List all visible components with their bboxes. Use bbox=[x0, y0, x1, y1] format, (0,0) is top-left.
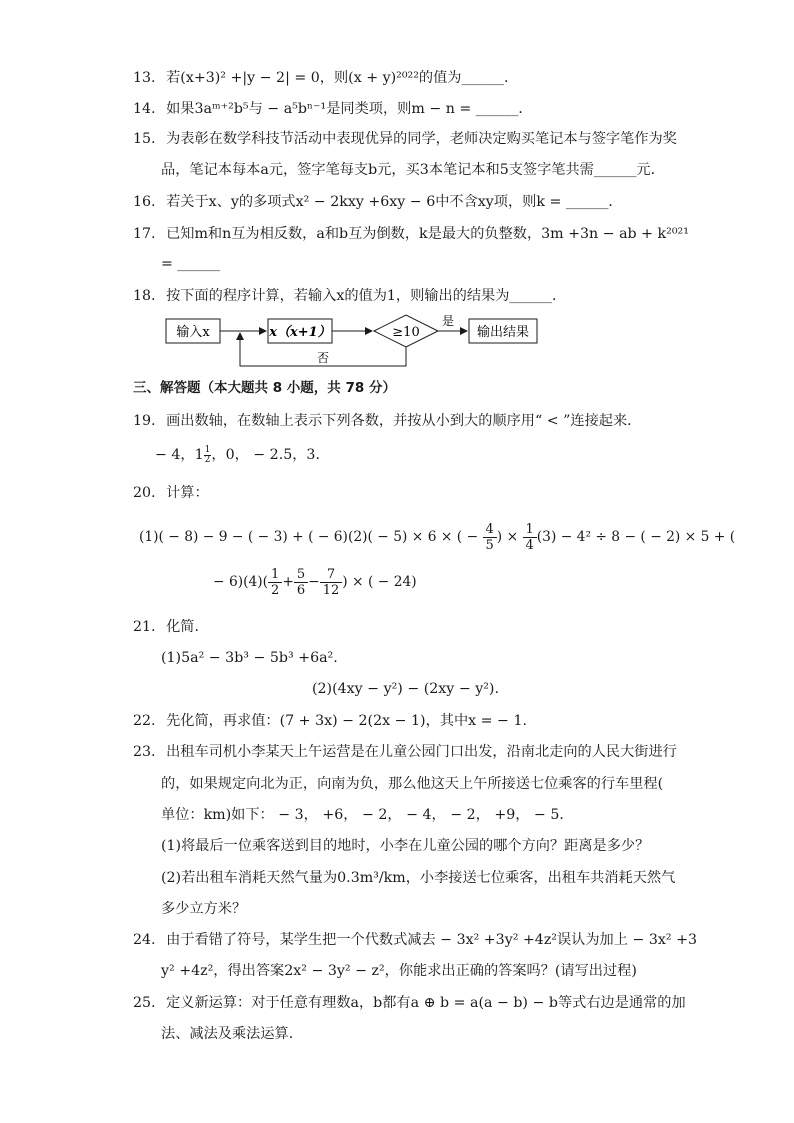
section-heading: 三、解答题（本大题共 8 小题，共 78 分） bbox=[133, 380, 396, 396]
question-25 bbox=[133, 993, 686, 1013]
question-text: 先化简，再求值：(7 + 3x) − 2(2x − 1)，其中x = − 1. bbox=[166, 713, 527, 729]
question-number: 22. bbox=[133, 713, 156, 729]
operator: − bbox=[308, 574, 320, 590]
input-box-label: 输入x bbox=[176, 325, 210, 340]
question-text: 按下面的程序计算，若输入x的值为1，则输出的结果为______． bbox=[166, 288, 567, 304]
question-14 bbox=[133, 99, 533, 119]
question-17 bbox=[133, 224, 689, 244]
no-label: 否 bbox=[316, 351, 330, 365]
question-20-line2 bbox=[213, 565, 417, 599]
question-21-part1: (1)5a² − 3b³ − 5b³ +6a². bbox=[161, 650, 338, 666]
question-text: 如果3aᵐ⁺²b⁵与 − a⁵bⁿ⁻¹是同类项，则m − n = ______． bbox=[166, 101, 533, 117]
question-number: 19. bbox=[133, 413, 156, 429]
expression-part: (1)( − 8) − 9 − ( − 3) + ( − 6)(2)( − 5) × 6 × ( − bbox=[139, 529, 483, 545]
fraction-denominator: 2 bbox=[204, 454, 211, 465]
question-22 bbox=[133, 711, 527, 731]
expression-part: (3) − 4² ÷ 8 − ( − 2) × 5 + ( bbox=[536, 529, 736, 545]
fraction-denominator: 5 bbox=[485, 538, 494, 553]
fraction-numerator: 7 bbox=[320, 567, 343, 583]
question-text-line1: 出租车司机小李某天上午运营是在儿童公园门口出发，沿南北走向的人民大街进行 bbox=[166, 744, 677, 760]
operator: + bbox=[282, 574, 294, 590]
fraction-numerator: 1 bbox=[268, 567, 282, 583]
fraction bbox=[294, 567, 308, 598]
question-title: 化简． bbox=[166, 619, 209, 635]
values-part-b: ，0， − 2.5，3． bbox=[211, 447, 330, 463]
question-number: 24. bbox=[133, 932, 156, 948]
question-23-line3: 单位：km)如下： − 3， +6， − 2， − 4， − 2， +9， − 5． bbox=[161, 807, 574, 823]
fraction-denominator: 2 bbox=[271, 583, 280, 598]
fraction-numerator: 4 bbox=[483, 522, 497, 538]
expression-part: − 6)(4)( bbox=[213, 574, 269, 590]
question-18 bbox=[133, 286, 566, 306]
output-box-label: 输出结果 bbox=[476, 325, 530, 340]
question-23-line2: 的，如果规定向北为正，向南为负，那么他这天上午所接送七位乘客的行车里程( bbox=[161, 776, 664, 792]
question-number: 20. bbox=[133, 485, 156, 501]
question-number: 14. bbox=[133, 101, 156, 117]
question-19-values bbox=[155, 445, 330, 465]
question-23-part2: (2)若出租车消耗天然气量为0.3m³/km，小李接送七位乘客，出租车共消耗天然气 bbox=[161, 870, 676, 886]
question-24-line2: y² +4z²，得出答案2x² − 3y² − z²，你能求出正确的答案吗？(请写出过程) bbox=[161, 963, 637, 979]
fraction-numerator: 5 bbox=[294, 567, 308, 583]
question-text: 若关于x、y的多项式x² − 2kxy +6xy − 6中不含xy项，则k = ______． bbox=[166, 194, 623, 210]
fraction-numerator: 1 bbox=[204, 444, 211, 455]
question-23-part2-cont: 多少立方米？ bbox=[161, 901, 247, 917]
question-23-part1: (1)将最后一位乘客送到目的地时，小李在儿童公园的哪个方向？距离是多少？ bbox=[161, 838, 650, 854]
question-20 bbox=[133, 483, 209, 503]
compute-box-label: x（x+1） bbox=[269, 325, 331, 340]
expression-part: ) × bbox=[496, 529, 523, 545]
question-number: 21. bbox=[133, 619, 156, 635]
question-number: 15. bbox=[133, 131, 156, 147]
question-number: 25. bbox=[133, 995, 156, 1011]
question-text-line1: 由于看错了符号，某学生把一个代数式减去 − 3x² +3y² +4z²误认为加上 − 3x² +3 bbox=[166, 932, 697, 948]
question-number: 23. bbox=[133, 744, 156, 760]
question-text: 若(x+3)² +|y − 2| = 0，则(x + y)²⁰²²的值为______． bbox=[166, 70, 519, 86]
question-number: 16. bbox=[133, 194, 156, 210]
question-number: 17. bbox=[133, 226, 156, 242]
question-23 bbox=[133, 742, 677, 762]
question-19 bbox=[133, 411, 641, 431]
question-24 bbox=[133, 930, 697, 950]
question-17-line2: = ______ bbox=[161, 256, 220, 272]
fraction bbox=[523, 522, 537, 553]
question-text-line1: 定义新运算：对于任意有理数a，b都有a ⊕ b = a(a − b) − b等式右边是通常的加 bbox=[166, 995, 686, 1011]
fraction-denominator: 4 bbox=[525, 538, 534, 553]
question-text-line1: 为表彰在数学科技节活动中表现优异的同学，老师决定购买笔记本与签字笔作为奖 bbox=[166, 131, 677, 147]
question-number: 13. bbox=[133, 70, 156, 86]
values-part-a: − 4，1 bbox=[155, 447, 204, 463]
fraction-denominator: 6 bbox=[296, 583, 306, 598]
question-20-line1 bbox=[139, 520, 735, 554]
question-number: 18. bbox=[133, 288, 156, 304]
condition-label: ≥10 bbox=[392, 325, 420, 340]
question-text: 画出数轴，在数轴上表示下列各数，并按从小到大的顺序用“ < ”连接起来． bbox=[166, 413, 642, 429]
expression-part: ) × ( − 24) bbox=[342, 574, 417, 590]
question-title: 计算： bbox=[166, 485, 209, 501]
fraction-denominator: 12 bbox=[322, 583, 340, 598]
program-flowchart bbox=[160, 312, 550, 372]
question-15-line2: 品，笔记本每本a元，签字笔每支b元，买3本笔记本和5支签字笔共需______元． bbox=[161, 162, 665, 178]
fraction bbox=[268, 567, 282, 598]
question-16 bbox=[133, 192, 623, 212]
question-15 bbox=[133, 129, 677, 149]
question-21 bbox=[133, 617, 209, 637]
question-13 bbox=[133, 68, 518, 88]
fraction bbox=[483, 522, 497, 553]
fraction-numerator: 1 bbox=[523, 522, 537, 538]
fraction bbox=[320, 567, 343, 598]
question-text-line1: 已知m和n互为相反数，a和b互为倒数，k是最大的负整数，3m +3n − ab + k²⁰²¹ bbox=[166, 226, 689, 242]
yes-label: 是 bbox=[441, 314, 455, 328]
question-25-line2: 法、减法及乘法运算． bbox=[161, 1026, 303, 1042]
question-21-part2: (2)(4xy − y²) − (2xy − y²). bbox=[312, 681, 499, 697]
